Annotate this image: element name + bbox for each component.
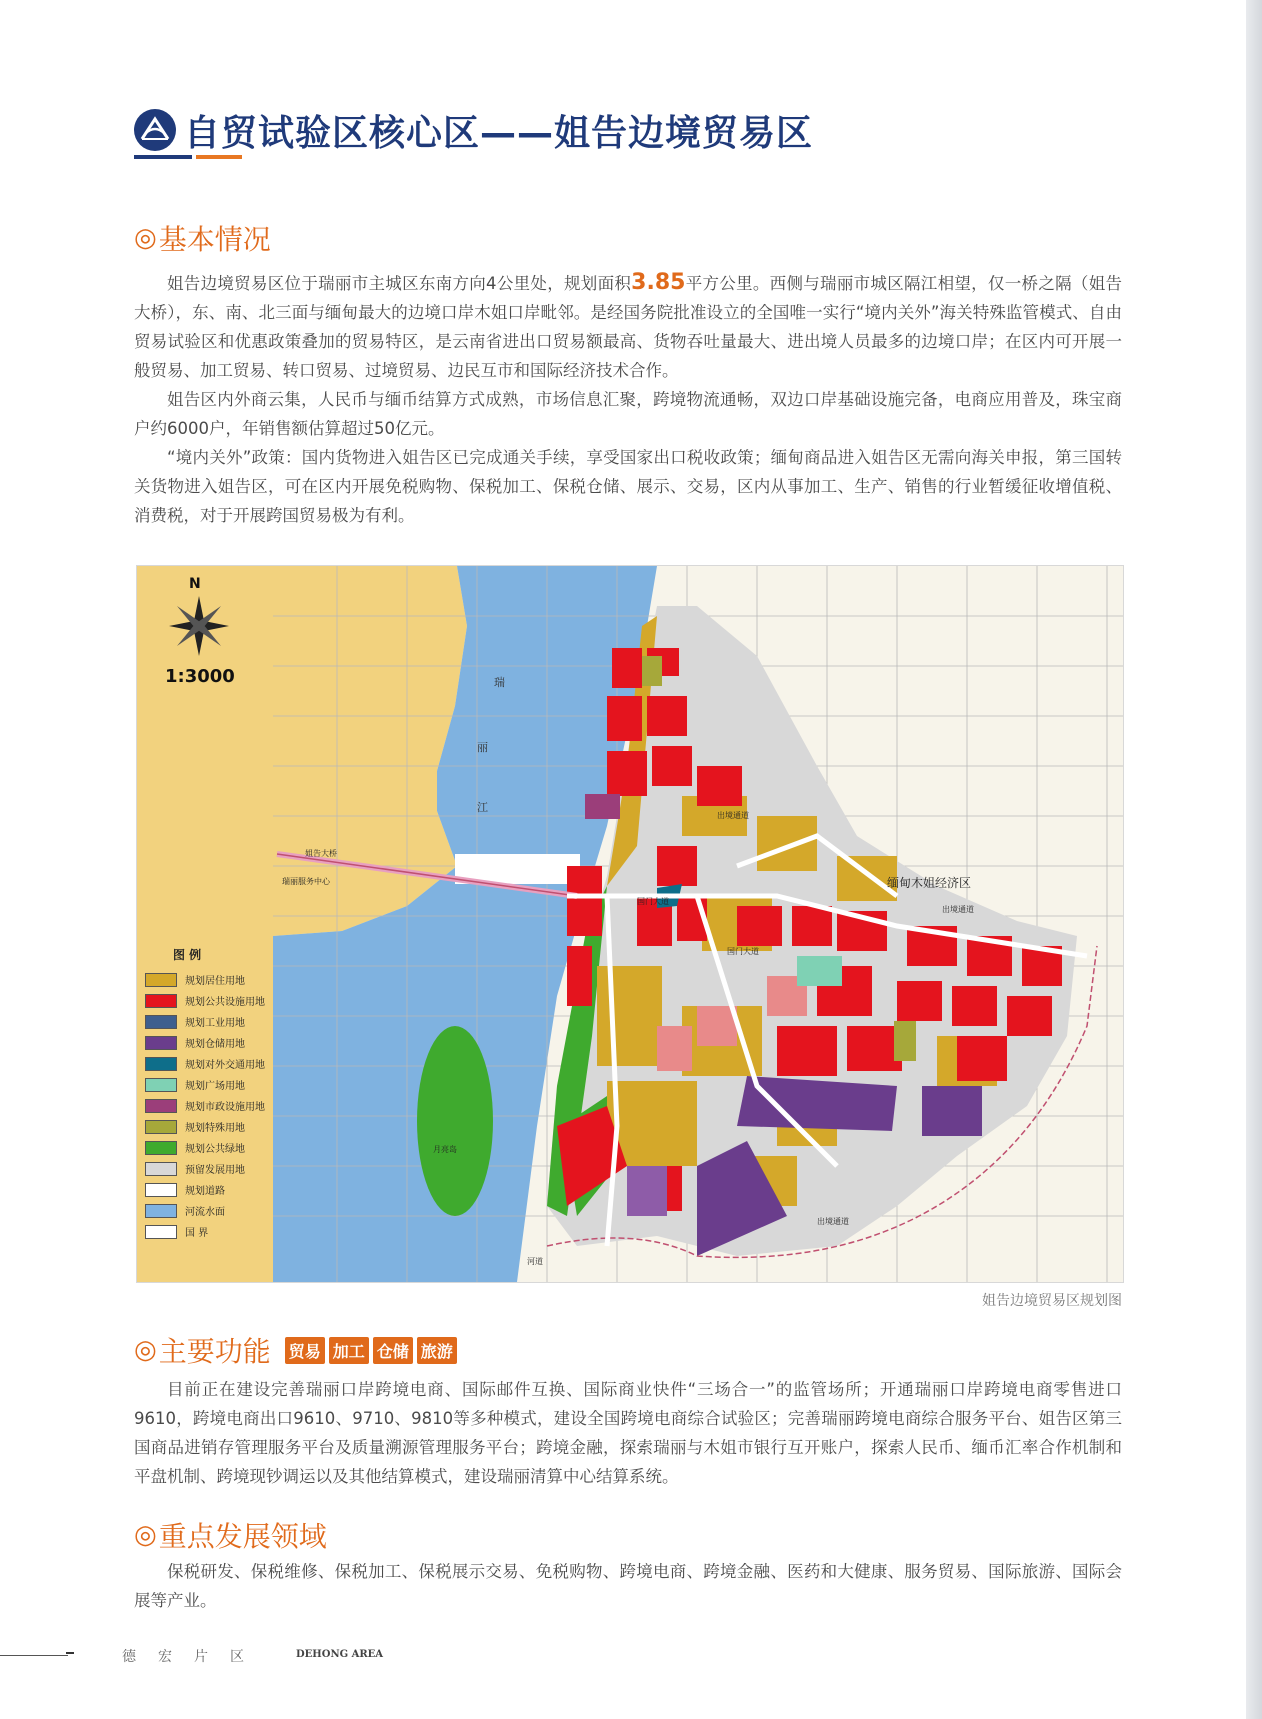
basic-info-text [134,268,1122,530]
legend-swatch [145,994,177,1008]
page-edge-shadow [1246,0,1262,1719]
legend-item [145,1032,271,1053]
section-heading-focus [134,1515,327,1555]
legend-item [145,1095,271,1116]
map-scale: 1:3000 [165,666,235,687]
legend-label: 规划特殊用地 [185,1123,245,1134]
section-heading-functions [134,1330,461,1370]
legend-item [145,1116,271,1137]
road-label: 国门大道 [637,897,669,906]
section-heading-basic [134,218,271,258]
bullseye-icon: ◎ [134,1520,157,1550]
legend-label: 规划市政设施用地 [185,1102,265,1113]
footer-area-cn: 德宏片区 [122,1649,266,1665]
tag-tourism: 旅游 [417,1337,457,1364]
bridge-label: 姐告大桥 [305,849,337,858]
section-title: 主要功能 [158,1335,271,1368]
tag-processing: 加工 [329,1337,369,1364]
legend-swatch [145,1204,177,1218]
legend-swatch [145,1078,177,1092]
island-label: 月亮岛 [433,1145,457,1154]
tag-trade: 贸易 [285,1337,325,1364]
legend-label: 规划居住用地 [185,976,245,987]
planning-map [136,565,1124,1283]
service-center-label: 瑞丽服务中心 [282,877,330,886]
section-title: 基本情况 [158,223,271,256]
legend-swatch [145,1120,177,1134]
gate-north-label: 出境通道 [717,811,749,820]
legend-label: 规划仓储用地 [185,1039,245,1050]
legend-item [145,1011,271,1032]
paragraph: 姐告边境贸易区位于瑞丽市主城区东南方向4公里处，规划面积3.85平方公里。西侧与瑞丽市城区隔江相望，仅一桥之隔（姐告大桥），东、南、北三面与缅甸最大的边境口岸木姐口岸毗邻。是经国务院批准设立的全国唯一实行“境内关外”海关特殊监管模式、自由贸易试验区和优惠政策叠加的贸易特区，是云南省进出口贸易额最高、货物吞吐量最大、进出境人员最多的边境口岸；在区内可开展一般贸易、加工贸易、转口贸易、过境贸易、边民互市和国际经济技术合作。 [134,270,1123,380]
footer-rule [0,1655,68,1656]
legend-label: 规划广场用地 [185,1081,245,1092]
legend-label: 规划对外交通用地 [185,1060,265,1071]
page-title: 自贸试验区核心区——姐告边境贸易区 [184,112,814,154]
tag-storage: 仓储 [373,1337,413,1364]
legend-item [145,1221,271,1242]
footer-dash [66,1652,74,1654]
legend-item [145,1053,271,1074]
legend-swatch [145,1141,177,1155]
legend-label: 规划道路 [185,1186,225,1197]
paragraph: 保税研发、保税维修、保税加工、保税展示交易、免税购物、跨境电商、跨境金融、医药和大健康、服务贸易、国际旅游、国际会展等产业。 [134,1562,1122,1610]
legend-label: 国 界 [185,1228,209,1239]
legend-item [145,990,271,1011]
river-label-3: 江 [477,801,488,814]
legend-item [145,1200,271,1221]
legend-item [145,969,271,990]
river-label-1: 瑞 [494,676,505,689]
map-caption: 姐告边境贸易区规划图 [982,1293,1122,1309]
road-label: 国门大道 [727,947,759,956]
myanmar-zone-label: 缅甸木姐经济区 [887,876,972,890]
title-underline [134,155,242,159]
footer-area-en: DEHONG AREA [296,1649,384,1660]
river-label-2: 丽 [477,741,488,754]
bullseye-icon: ◎ [134,1335,157,1365]
paragraph: 目前正在建设完善瑞丽口岸跨境电商、国际邮件互换、国际商业快件“三场合一”的监管场所；开通瑞丽口岸跨境电商零售进口9610，跨境电商出口9610、9710、9810等多种模式，建设全国跨境电商综合试验区；完善瑞丽跨境电商综合服务平台、姐告区第三国商品进销存管理服务平台及质量溯源管理服务平台；跨境金融，探索瑞丽与木姐市银行互开账户，探索人民币、缅币汇率合作机制和平盘机制、跨境现钞调运以及其他结算模式，建设瑞丽清算中心结算系统。 [134,1380,1122,1486]
legend-item [145,1137,271,1158]
river-small-label: 河道 [527,1257,543,1266]
legend-label: 规划工业用地 [185,1018,245,1029]
gate-east-label: 出境通道 [942,905,974,914]
section-title: 重点发展领域 [158,1520,327,1553]
page-header [134,100,813,160]
functions-text [134,1375,1122,1491]
legend-label: 预留发展用地 [185,1165,245,1176]
legend-item [145,1074,271,1095]
legend-title: 图 例 [173,948,202,962]
legend-swatch [145,1015,177,1029]
legend-item [145,1179,271,1200]
legend-swatch [145,1099,177,1113]
area-highlight: 3.85 [631,270,686,295]
legend-items [145,969,271,1242]
legend-swatch [145,973,177,987]
focus-text [134,1557,1122,1615]
paragraph: 姐告区内外商云集，人民币与缅币结算方式成熟，市场信息汇聚，跨境物流通畅，双边口岸基础设施完备，电商应用普及，珠宝商户约6000户，年销售额估算超过50亿元。 [134,390,1122,438]
legend-label: 规划公共设施用地 [185,997,265,1008]
legend-swatch [145,1057,177,1071]
legend-item [145,1158,271,1179]
bullseye-icon: ◎ [134,223,157,253]
legend-swatch [145,1162,177,1176]
north-label: N [189,576,201,592]
legend-swatch [145,1225,177,1239]
legend-swatch [145,1183,177,1197]
legend-label: 规划公共绿地 [185,1144,245,1155]
bridge-logo-icon [134,109,176,151]
legend-swatch [145,1036,177,1050]
function-tags [285,1337,461,1364]
paragraph: “境内关外”政策：国内货物进入姐告区已完成通关手续，享受国家出口税收政策；缅甸商品进入姐告区无需向海关申报，第三国转关货物进入姐告区，可在区内开展免税购物、保税加工、保税仓储、展示、交易，区内从事加工、生产、销售的行业暂缓征收增值税、消费税，对于开展跨国贸易极为有利。 [134,448,1122,525]
legend-label: 河流水面 [185,1207,225,1218]
map-legend [145,946,271,1242]
gate-south-label: 出境通道 [817,1217,849,1226]
